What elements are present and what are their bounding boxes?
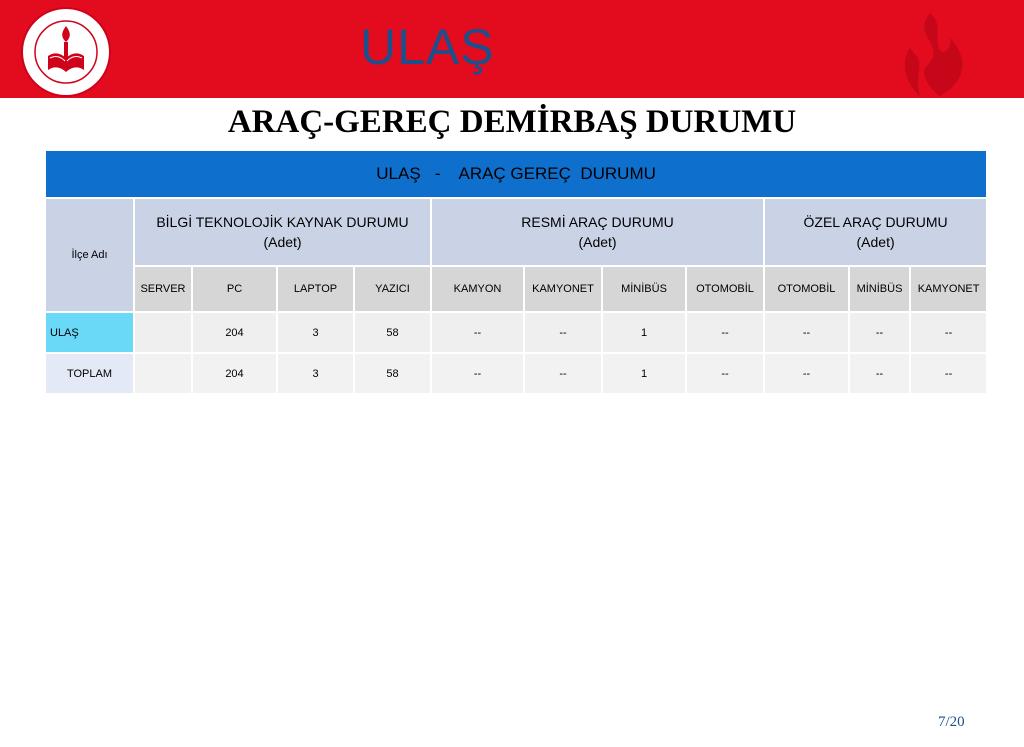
header-banner [0, 0, 1024, 98]
ministry-logo-icon [20, 6, 112, 98]
table-cell: -- [431, 312, 524, 353]
table-cell: 58 [354, 353, 431, 394]
table-cell: -- [849, 353, 910, 394]
table-cell: -- [910, 312, 987, 353]
col-header-ozel-kamyonet: KAMYONET [910, 266, 987, 312]
table-cell [134, 312, 192, 353]
flame-icon [880, 8, 980, 98]
table-cell: -- [431, 353, 524, 394]
col-header-minibus: MİNİBÜS [602, 266, 686, 312]
table-title: ULAŞ - ARAÇ GEREÇ DURUMU [45, 150, 987, 198]
col-header-laptop: LAPTOP [277, 266, 354, 312]
group-header-ozel-line1: ÖZEL ARAÇ DURUMU [803, 214, 948, 230]
table-cell [134, 353, 192, 394]
col-header-yazici: YAZICI [354, 266, 431, 312]
col-header-ozel-otomobil: OTOMOBİL [764, 266, 849, 312]
col-header-pc: PC [192, 266, 277, 312]
col-header-otomobil: OTOMOBİL [686, 266, 764, 312]
table-cell: 1 [602, 353, 686, 394]
group-header-resmi-line1: RESMİ ARAÇ DURUMU [521, 214, 674, 230]
group-header-it-line2: (Adet) [263, 234, 302, 250]
column-header-row [45, 266, 987, 312]
row-name-toplam: TOPLAM [45, 353, 134, 394]
group-header-ozel [764, 198, 987, 266]
col-header-ozel-minibus: MİNİBÜS [849, 266, 910, 312]
table-title-row [45, 150, 987, 198]
equipment-table [44, 149, 988, 395]
group-header-ozel-line2: (Adet) [856, 234, 895, 250]
table-cell: 204 [192, 353, 277, 394]
col-header-kamyon: KAMYON [431, 266, 524, 312]
page-title: ULAŞ [360, 19, 495, 75]
ilce-header: İlçe Adı [45, 198, 134, 312]
group-header-it-line1: BİLGİ TEKNOLOJİK KAYNAK DURUMU [156, 214, 409, 230]
group-header-it [134, 198, 431, 266]
table-cell: 58 [354, 312, 431, 353]
col-header-server: SERVER [134, 266, 192, 312]
row-name-ulas: ULAŞ [45, 312, 134, 353]
group-header-row [45, 198, 987, 266]
table-row [45, 312, 987, 353]
table-cell: 204 [192, 312, 277, 353]
col-header-kamyonet: KAMYONET [524, 266, 602, 312]
section-heading: ARAÇ-GEREÇ DEMİRBAŞ DURUMU [227, 104, 797, 140]
table-cell: -- [764, 353, 849, 394]
group-header-resmi-line2: (Adet) [578, 234, 617, 250]
table-row-total [45, 353, 987, 394]
table-cell: -- [764, 312, 849, 353]
table-cell: 3 [277, 353, 354, 394]
table-cell: -- [686, 353, 764, 394]
table-cell: 1 [602, 312, 686, 353]
table-cell: -- [910, 353, 987, 394]
table-cell: -- [524, 353, 602, 394]
table-cell: 3 [277, 312, 354, 353]
group-header-resmi [431, 198, 764, 266]
table-cell: -- [849, 312, 910, 353]
table-cell: -- [686, 312, 764, 353]
page-number: 7/20 [938, 714, 965, 730]
table-cell: -- [524, 312, 602, 353]
